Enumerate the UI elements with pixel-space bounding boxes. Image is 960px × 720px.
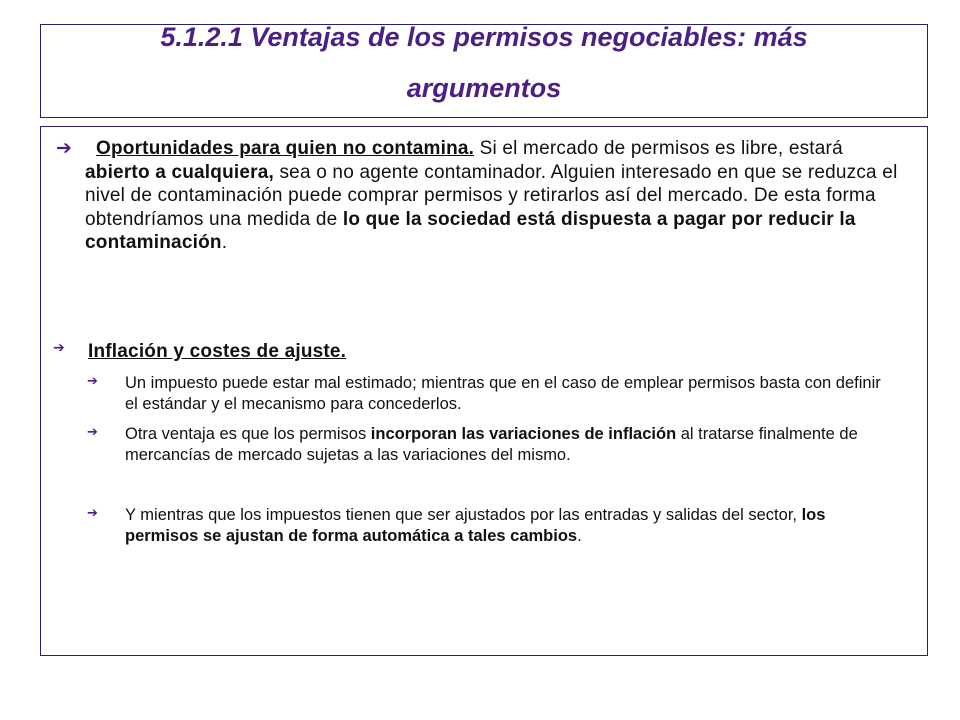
right-arrow-icon: ➔: [87, 425, 98, 440]
right-arrow-icon: ➔: [87, 506, 98, 521]
sub-bullet-body: Otra ventaja es que los permisos: [125, 425, 371, 443]
bullet-text: [85, 137, 905, 255]
right-arrow-icon: ➔: [87, 374, 98, 389]
bullet-body: sea o no agente contaminador. Alguien interesado en que se reduzca el nivel de contaminación puede comprar permisos y retirarlos así del mercado. De esta forma obtendríamos una medida de: [85, 161, 898, 230]
sub-bullet-body: .: [577, 526, 582, 545]
bullet-emphasis: lo que la sociedad está dispuesta a pagar por reducir la contaminación: [85, 208, 856, 253]
bullet-text: [88, 340, 905, 364]
sub-bullet-emphasis: los permisos se ajustan de forma automática a tales cambios: [125, 506, 826, 545]
sub-bullet-emphasis: incorporan las variaciones de inflación: [370, 425, 677, 443]
right-arrow-icon: ➔: [53, 340, 65, 356]
right-arrow-icon: ➔: [56, 137, 72, 159]
sub-bullet-body: Un impuesto puede estar mal estimado; mientras que en el caso de emplear permisos basta con definir el estándar y el mecanismo para concederlos.: [125, 374, 881, 413]
bullet-body: Si el mercado de permisos es libre, estará: [474, 138, 843, 159]
title-line-1: 5.1.2.1 Ventajas de los permisos negociables: más: [160, 22, 808, 52]
sub-bullet-text: [125, 373, 883, 414]
bullet-body: .: [221, 232, 228, 253]
bullet-heading: Inflación y costes de ajuste.: [88, 341, 347, 362]
sub-bullet-text: [125, 424, 883, 465]
bullet-emphasis: abierto a cualquiera,: [85, 161, 274, 183]
content-box: [40, 126, 928, 656]
title-box: [40, 24, 928, 118]
sub-bullet-body: Y mientras que los impuestos tienen que ser ajustados por las entradas y salidas del sector,: [125, 506, 802, 524]
bullet-heading: Oportunidades para quien no contamina.: [96, 138, 475, 159]
sub-bullet-text: [125, 505, 883, 546]
slide-title: [41, 12, 927, 114]
title-line-2: argumentos: [406, 73, 562, 103]
sub-bullet-body: al tratarse finalmente de mercancías de mercado sujetas a las variaciones del mismo.: [125, 425, 858, 464]
